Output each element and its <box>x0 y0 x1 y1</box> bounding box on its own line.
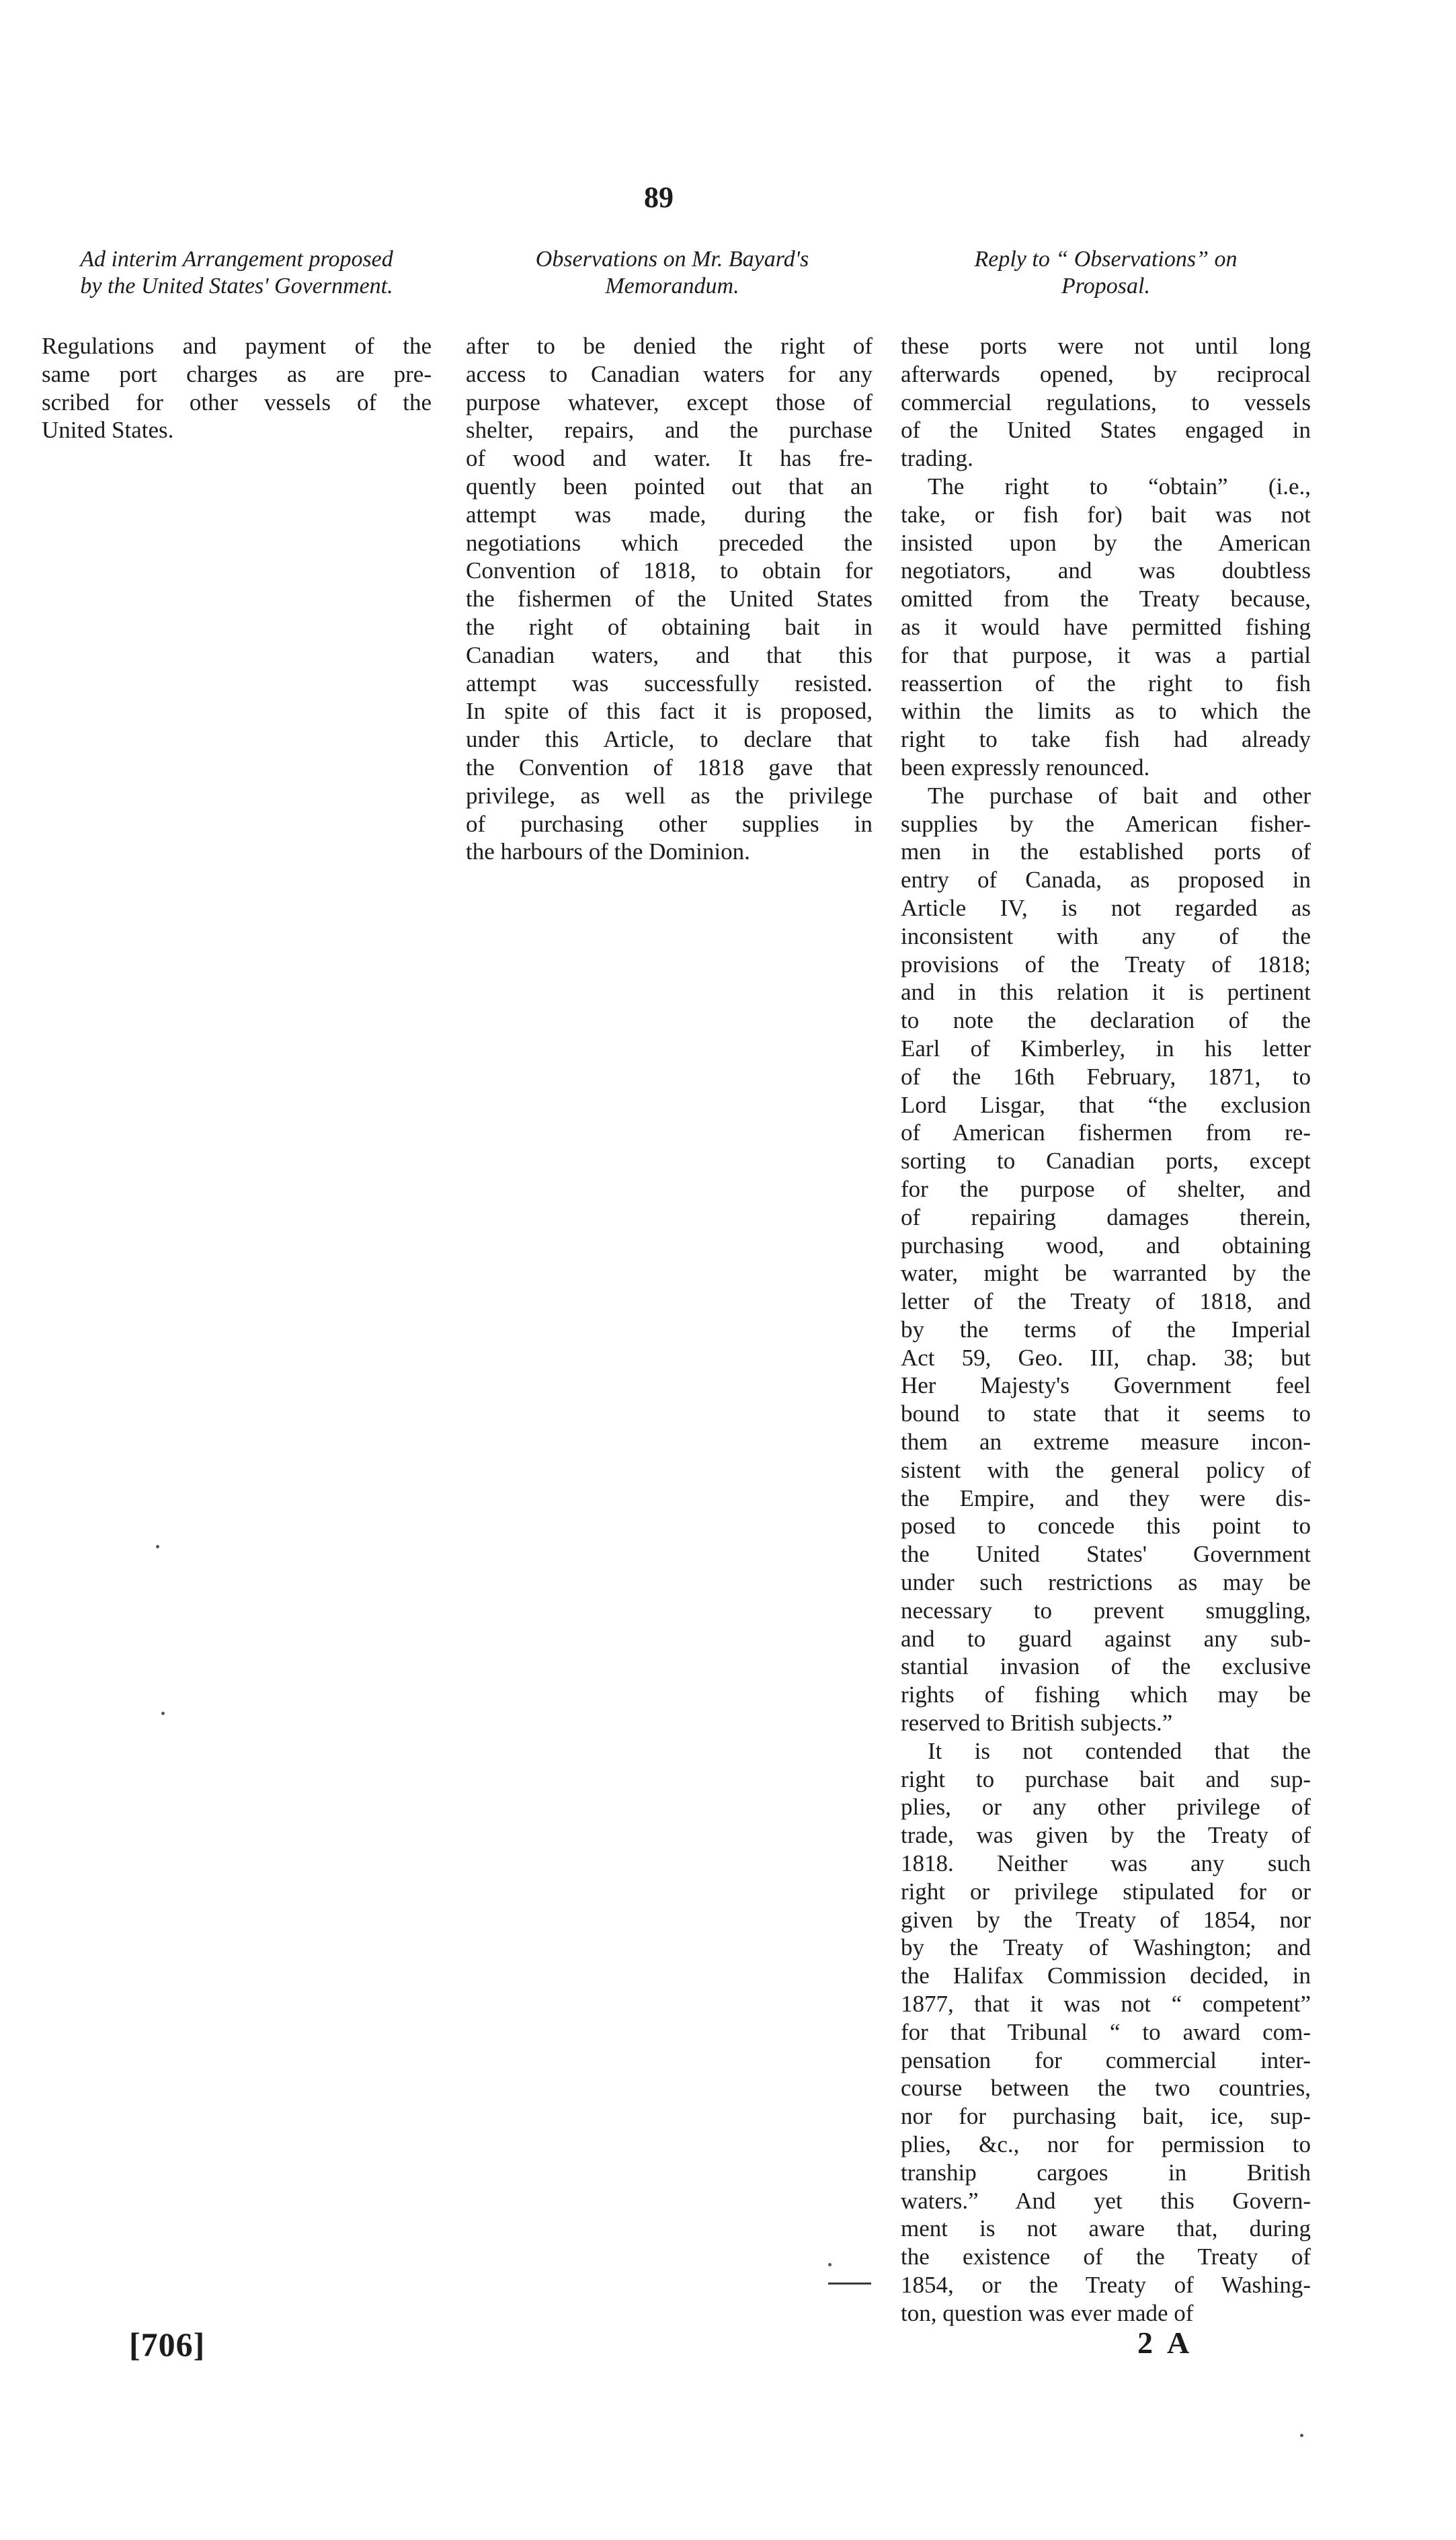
left-column-line: United States. <box>42 417 174 444</box>
middle-column-line: of wood and water. It has fre- <box>466 445 873 472</box>
right-column-line: of the United States engaged in <box>901 417 1311 444</box>
middle-heading-line: Memorandum. <box>605 274 739 299</box>
right-column-line: negotiators, and was doubtless <box>901 557 1311 584</box>
middle-column-heading <box>464 246 881 300</box>
right-column-line: letter of the Treaty of 1818, and <box>901 1288 1311 1315</box>
left-column-line: Regulations and payment of the <box>42 333 432 359</box>
right-column-line: given by the Treaty of 1854, nor <box>901 1906 1311 1933</box>
right-column-line: afterwards opened, by reciprocal <box>901 360 1311 387</box>
scan-speck <box>828 2263 832 2266</box>
right-column-line: The right to “obtain” (i.e., <box>928 473 1311 500</box>
right-column-line: for that Tribunal “ to award com- <box>901 2018 1311 2045</box>
middle-column-line: negotiations which preceded the <box>466 529 873 556</box>
right-column-line: of repairing damages therein, <box>901 1203 1311 1230</box>
page-number: 89 <box>644 181 674 214</box>
right-column-line: provisions of the Treaty of 1818; <box>901 951 1311 978</box>
right-column-line: Article IV, is not regarded as <box>901 894 1311 921</box>
right-column-line: pensation for commercial inter- <box>901 2047 1311 2073</box>
right-column-text <box>901 332 1311 2328</box>
right-column-line: supplies by the American fisher- <box>901 810 1311 837</box>
middle-column-line: attempt was made, during the <box>466 501 873 528</box>
right-column-line: trading. <box>901 445 973 472</box>
right-column-line: posed to concede this point to <box>901 1513 1311 1540</box>
right-column-line: Her Majesty's Government feel <box>901 1372 1311 1399</box>
right-column-line: and in this relation it is pertinent <box>901 979 1311 1006</box>
right-column-line: purchasing wood, and obtaining <box>901 1232 1311 1259</box>
middle-heading-line: Observations on Mr. Bayard's <box>535 247 809 272</box>
left-column-line: scribed for other vessels of the <box>42 389 432 415</box>
margin-dash <box>828 2283 871 2285</box>
middle-column-line: the Convention of 1818 gave that <box>466 754 873 781</box>
signature-mark: 2 A <box>1137 2326 1194 2360</box>
middle-column-line: under this Article, to declare that <box>466 726 873 753</box>
right-column-line: within the limits as to which the <box>901 698 1311 725</box>
right-column-line: the Halifax Commission decided, in <box>901 1962 1311 1989</box>
right-column-line: 1818. Neither was any such <box>901 1850 1311 1877</box>
right-column-line: and to guard against any sub- <box>901 1625 1311 1652</box>
scan-speck <box>1300 2434 1303 2437</box>
right-column-line: ment is not aware that, during <box>901 2215 1311 2242</box>
right-column-line: been expressly renounced. <box>901 754 1150 781</box>
right-column-line: waters.” And yet this Govern- <box>901 2187 1311 2214</box>
right-column-line: right to take fish had already <box>901 726 1311 753</box>
right-column-line: nor for purchasing bait, ice, sup- <box>901 2103 1311 2130</box>
left-column-line: same port charges as are pre- <box>42 360 432 387</box>
right-column-line: sorting to Canadian ports, except <box>901 1148 1311 1175</box>
right-column-line: inconsistent with any of the <box>901 922 1311 949</box>
middle-column-line: Canadian waters, and that this <box>466 641 873 668</box>
left-column-heading <box>35 246 438 300</box>
right-column-line: sistent with the general policy of <box>901 1456 1311 1483</box>
right-column-line: reserved to British subjects.” <box>901 1710 1173 1737</box>
scan-speck <box>156 1545 159 1548</box>
right-column-line: men in the established ports of <box>901 838 1311 865</box>
right-column-line: Earl of Kimberley, in his letter <box>901 1035 1311 1062</box>
right-column-line: by the Treaty of Washington; and <box>901 1934 1311 1961</box>
right-column-line: insisted upon by the American <box>901 529 1311 556</box>
right-heading-line: Reply to “ Observations” on <box>974 247 1238 272</box>
right-column-line: them an extreme measure incon- <box>901 1429 1311 1456</box>
right-column-line: bound to state that it seems to <box>901 1400 1311 1427</box>
middle-column-line: of purchasing other supplies in <box>466 810 873 837</box>
right-column-line: the Empire, and they were dis- <box>901 1484 1311 1511</box>
middle-column-line: access to Canadian waters for any <box>466 360 873 387</box>
middle-column-line: purpose whatever, except those of <box>466 389 873 415</box>
left-heading-line: by the United States' Government. <box>80 274 393 299</box>
right-column-line: Act 59, Geo. III, chap. 38; but <box>901 1344 1311 1371</box>
right-column-line: of American fishermen from re- <box>901 1119 1311 1146</box>
middle-column-text <box>466 332 873 866</box>
right-column-line: plies, or any other privilege of <box>901 1794 1311 1821</box>
right-column-line: right or privilege stipulated for or <box>901 1878 1311 1905</box>
right-column-line: take, or fish for) bait was not <box>901 501 1311 528</box>
right-column-line: as it would have permitted fishing <box>901 613 1311 640</box>
right-column-line: The purchase of bait and other <box>928 782 1311 809</box>
right-column-line: these ports were not until long <box>901 333 1311 359</box>
right-column-line: plies, &c., nor for permission to <box>901 2131 1311 2157</box>
right-column-line: omitted from the Treaty because, <box>901 586 1311 612</box>
right-column-line: to note the declaration of the <box>901 1007 1311 1034</box>
print-mark: [706] <box>129 2326 206 2363</box>
right-column-line: It is not contended that the <box>928 1737 1311 1764</box>
right-column-line: rights of fishing which may be <box>901 1681 1311 1708</box>
right-column-line: the existence of the Treaty of <box>901 2244 1311 2270</box>
middle-column-line: Convention of 1818, to obtain for <box>466 557 873 584</box>
middle-column-line: the fishermen of the United States <box>466 586 873 612</box>
middle-column-line: privilege, as well as the privilege <box>466 782 873 809</box>
right-heading-line: Proposal. <box>1061 274 1150 299</box>
right-column-line: commercial regulations, to vessels <box>901 389 1311 415</box>
right-column-line: tranship cargoes in British <box>901 2159 1311 2186</box>
right-column-line: of the 16th February, 1871, to <box>901 1063 1311 1090</box>
middle-column-line: the harbours of the Dominion. <box>466 838 750 865</box>
right-column-line: reassertion of the right to fish <box>901 670 1311 697</box>
right-column-line: for the purpose of shelter, and <box>901 1175 1311 1202</box>
right-column-line: entry of Canada, as proposed in <box>901 867 1311 894</box>
right-column-line: stantial invasion of the exclusive <box>901 1653 1311 1680</box>
right-column-line: course between the two countries, <box>901 2075 1311 2102</box>
right-column-line: Lord Lisgar, that “the exclusion <box>901 1091 1311 1118</box>
middle-column-line: shelter, repairs, and the purchase <box>466 417 873 444</box>
right-column-line: right to purchase bait and sup- <box>901 1765 1311 1792</box>
left-heading-line: Ad interim Arrangement proposed <box>80 247 393 272</box>
right-column-line: necessary to prevent smuggling, <box>901 1597 1311 1624</box>
right-column-line: the United States' Government <box>901 1541 1311 1568</box>
right-column-heading <box>897 246 1314 300</box>
middle-column-line: attempt was successfully resisted. <box>466 670 873 697</box>
middle-column-line: In spite of this fact it is proposed, <box>466 698 873 725</box>
scan-speck <box>161 1712 165 1715</box>
middle-column-line: quently been pointed out that an <box>466 473 873 500</box>
left-column-text <box>42 332 432 444</box>
middle-column-line: the right of obtaining bait in <box>466 613 873 640</box>
right-column-line: 1854, or the Treaty of Washing- <box>901 2271 1311 2298</box>
right-column-line: trade, was given by the Treaty of <box>901 1822 1311 1849</box>
right-column-line: under such restrictions as may be <box>901 1569 1311 1596</box>
right-column-line: ton, question was ever made of <box>901 2299 1194 2326</box>
right-column-line: by the terms of the Imperial <box>901 1316 1311 1343</box>
right-column-line: 1877, that it was not “ competent” <box>901 1991 1311 2018</box>
right-column-line: water, might be warranted by the <box>901 1260 1311 1287</box>
right-column-line: for that purpose, it was a partial <box>901 641 1311 668</box>
middle-column-line: after to be denied the right of <box>466 333 873 359</box>
